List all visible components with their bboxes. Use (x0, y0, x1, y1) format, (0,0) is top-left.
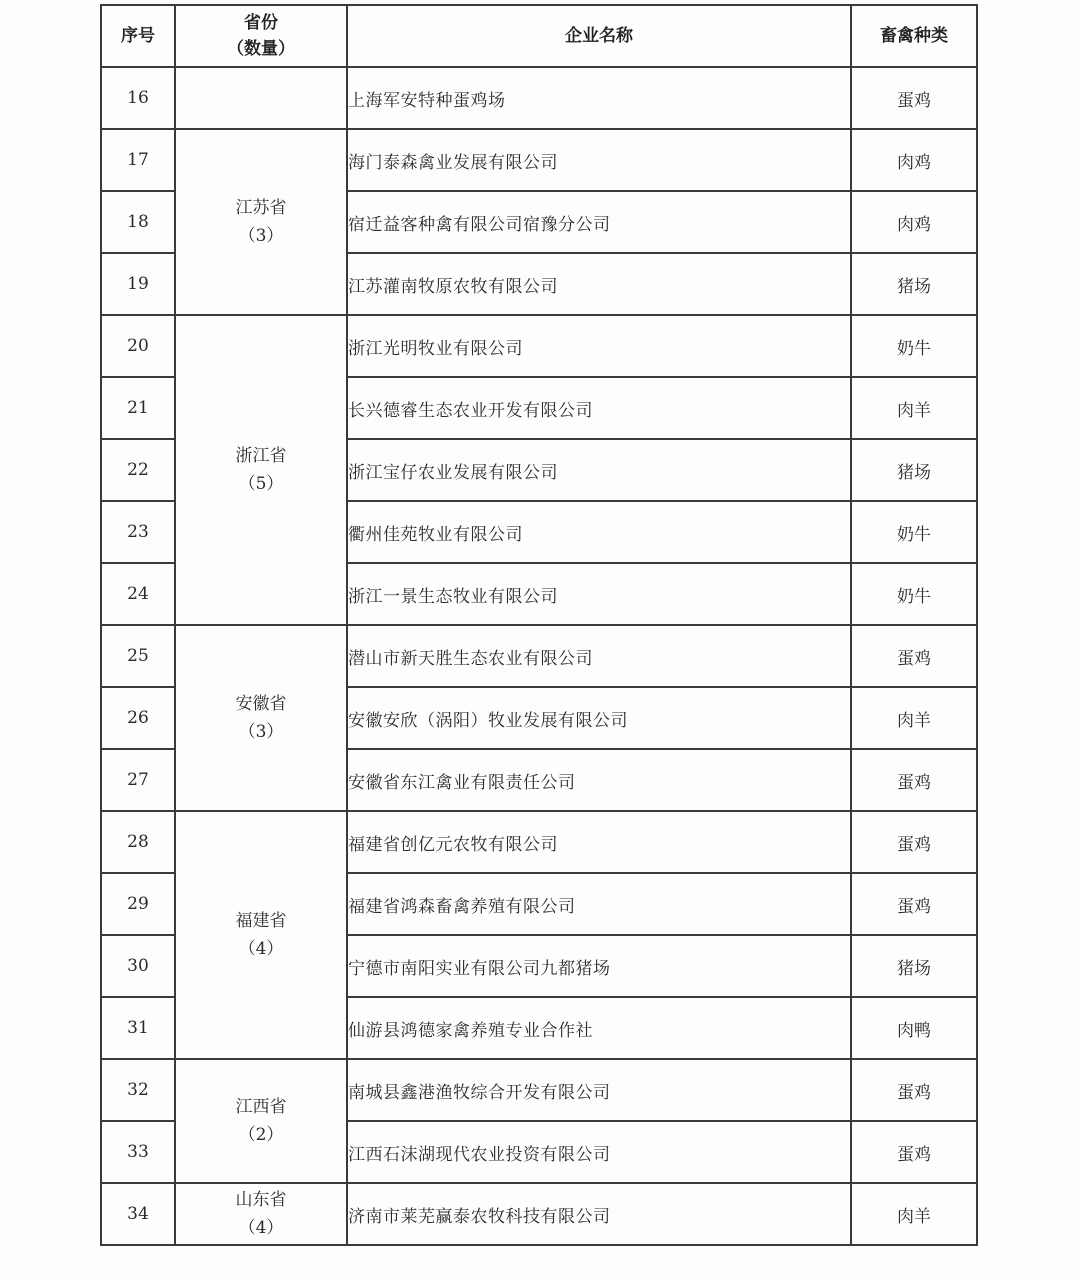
province-count: （3） (238, 226, 284, 246)
livestock-type: 蛋鸡 (851, 1121, 977, 1183)
row-serial-number: 28 (101, 811, 175, 873)
enterprise-name: 宁德市南阳实业有限公司九都猪场 (347, 935, 851, 997)
livestock-type: 肉鸭 (851, 997, 977, 1059)
table-row (101, 1059, 977, 1121)
table-body (101, 67, 977, 1245)
enterprise-name: 福建省鸿森畜禽养殖有限公司 (347, 873, 851, 935)
province-name: 山东省 (235, 1190, 287, 1210)
table-header-row (101, 5, 977, 67)
enterprise-name: 浙江光明牧业有限公司 (347, 315, 851, 377)
enterprise-name: 潜山市新天胜生态农业有限公司 (347, 625, 851, 687)
table-row (101, 811, 977, 873)
table-row (101, 67, 977, 129)
livestock-type: 蛋鸡 (851, 811, 977, 873)
province-cell (175, 1183, 347, 1245)
livestock-type: 猪场 (851, 439, 977, 501)
row-serial-number: 23 (101, 501, 175, 563)
province-count: （4） (238, 1218, 284, 1238)
row-serial-number: 24 (101, 563, 175, 625)
row-serial-number: 34 (101, 1183, 175, 1245)
enterprise-name: 海门泰森禽业发展有限公司 (347, 129, 851, 191)
row-serial-number: 16 (101, 67, 175, 129)
row-serial-number: 18 (101, 191, 175, 253)
row-serial-number: 30 (101, 935, 175, 997)
row-serial-number: 20 (101, 315, 175, 377)
enterprise-table (100, 4, 978, 1246)
enterprise-name: 浙江一景生态牧业有限公司 (347, 563, 851, 625)
livestock-type: 蛋鸡 (851, 625, 977, 687)
livestock-type: 蛋鸡 (851, 1059, 977, 1121)
province-name: 江西省 (235, 1097, 287, 1117)
livestock-type: 肉鸡 (851, 129, 977, 191)
header-province (175, 5, 347, 67)
row-serial-number: 21 (101, 377, 175, 439)
livestock-type: 奶牛 (851, 315, 977, 377)
province-cell (175, 67, 347, 129)
enterprise-name: 江西石沫湖现代农业投资有限公司 (347, 1121, 851, 1183)
header-province-count-label: （数量） (227, 39, 295, 59)
row-serial-number: 31 (101, 997, 175, 1059)
enterprise-name: 浙江宝仔农业发展有限公司 (347, 439, 851, 501)
enterprise-name: 南城县鑫港渔牧综合开发有限公司 (347, 1059, 851, 1121)
row-serial-number: 19 (101, 253, 175, 315)
header-enterprise-name: 企业名称 (347, 5, 851, 67)
province-count: （4） (238, 939, 284, 959)
province-cell (175, 811, 347, 1059)
livestock-type: 肉羊 (851, 1183, 977, 1245)
enterprise-name: 上海军安特种蛋鸡场 (347, 67, 851, 129)
province-count: （3） (238, 722, 284, 742)
row-serial-number: 27 (101, 749, 175, 811)
row-serial-number: 26 (101, 687, 175, 749)
livestock-type: 肉羊 (851, 687, 977, 749)
province-count: （2） (238, 1125, 284, 1145)
livestock-type: 奶牛 (851, 501, 977, 563)
province-name: 浙江省 (235, 446, 287, 466)
livestock-type: 肉羊 (851, 377, 977, 439)
livestock-type: 蛋鸡 (851, 749, 977, 811)
enterprise-name: 宿迁益客种禽有限公司宿豫分公司 (347, 191, 851, 253)
header-province-label: 省份 (244, 13, 278, 33)
livestock-type: 蛋鸡 (851, 67, 977, 129)
enterprise-name: 安徽安欣（涡阳）牧业发展有限公司 (347, 687, 851, 749)
livestock-type: 猪场 (851, 935, 977, 997)
livestock-type: 蛋鸡 (851, 873, 977, 935)
row-serial-number: 25 (101, 625, 175, 687)
province-name: 福建省 (235, 911, 287, 931)
row-serial-number: 17 (101, 129, 175, 191)
enterprise-name: 安徽省东江禽业有限责任公司 (347, 749, 851, 811)
province-count: （5） (238, 474, 284, 494)
header-livestock-type: 畜禽种类 (851, 5, 977, 67)
table-row (101, 129, 977, 191)
row-serial-number: 29 (101, 873, 175, 935)
province-cell (175, 315, 347, 625)
province-cell (175, 1059, 347, 1183)
province-name: 安徽省 (235, 694, 287, 714)
province-name: 江苏省 (235, 198, 287, 218)
enterprise-name: 济南市莱芜赢泰农牧科技有限公司 (347, 1183, 851, 1245)
enterprise-name: 福建省创亿元农牧有限公司 (347, 811, 851, 873)
province-cell (175, 625, 347, 811)
row-serial-number: 32 (101, 1059, 175, 1121)
province-cell (175, 129, 347, 315)
row-serial-number: 33 (101, 1121, 175, 1183)
enterprise-name: 仙游县鸿德家禽养殖专业合作社 (347, 997, 851, 1059)
livestock-type: 奶牛 (851, 563, 977, 625)
table-row (101, 1183, 977, 1245)
livestock-type: 猪场 (851, 253, 977, 315)
table-row (101, 625, 977, 687)
enterprise-name: 衢州佳苑牧业有限公司 (347, 501, 851, 563)
enterprise-name: 长兴德睿生态农业开发有限公司 (347, 377, 851, 439)
enterprise-name: 江苏灌南牧原农牧有限公司 (347, 253, 851, 315)
livestock-type: 肉鸡 (851, 191, 977, 253)
row-serial-number: 22 (101, 439, 175, 501)
header-serial-number: 序号 (101, 5, 175, 67)
table-row (101, 315, 977, 377)
